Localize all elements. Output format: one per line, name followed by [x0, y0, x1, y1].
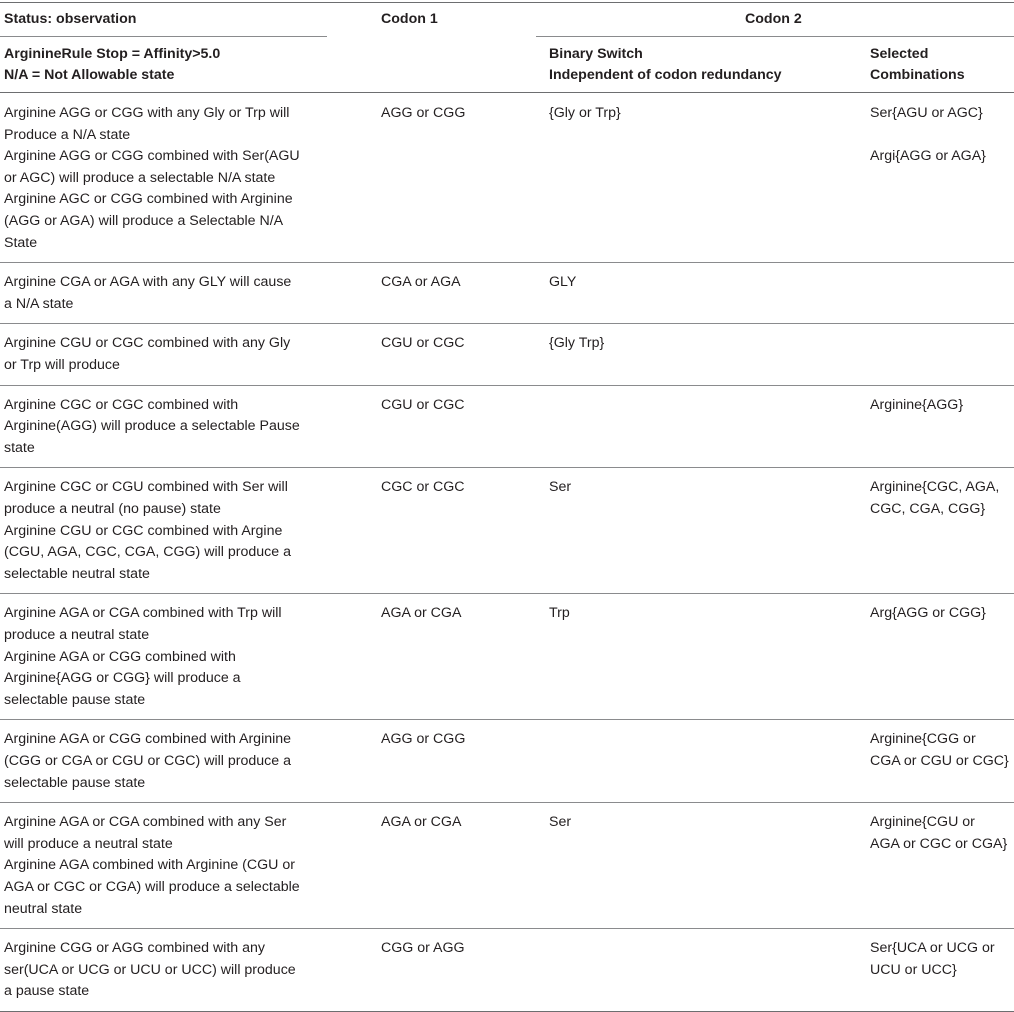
row-separator [0, 928, 1014, 929]
observation-text: produce a neutral (no pause) state [4, 501, 221, 517]
header-divider-codon2 [536, 36, 1014, 37]
observation-text: Arginine CGU or CGC combined with Argine [4, 522, 283, 539]
codon1-value: CGU or CGC [381, 396, 465, 413]
observation-text: Arginine{AGG or CGG} will produce a [4, 670, 241, 687]
header-codon1: Codon 1 [381, 11, 438, 27]
row-separator [0, 802, 1014, 803]
observation-text: Arginine CGU or CGC combined with any Gly [4, 335, 291, 352]
observation-text: Arginine CGC or CGU combined with Ser will [4, 479, 288, 496]
observation-text: Arginine(AGG) will produce a selectable Pause [4, 418, 300, 435]
codon1-value: AGG or CGG [381, 731, 466, 748]
selected-combination-value: Arginine{AGG} [870, 396, 964, 413]
binary-switch-value: Trp [549, 605, 570, 622]
observation-text: Arginine AGG or CGG combined with Ser(AGU [4, 148, 300, 165]
binary-switch-value: Ser [549, 814, 572, 831]
header-status: Status: observation [4, 11, 137, 27]
row-separator [0, 385, 1014, 386]
observation-text: Arginine AGA or CGA combined with any Ser [4, 814, 287, 831]
selected-combination-value: Arginine{CGC, AGA, [870, 479, 1000, 496]
row-separator [0, 323, 1014, 324]
observation-text: State [4, 234, 38, 251]
selected-combination-value: UCU or UCC} [870, 961, 957, 978]
selected-combination-value: AGA or CGC or CGA} [870, 835, 1008, 852]
observation-text: Arginine AGC or CGG combined with Arginine [4, 191, 293, 208]
observation-text: produce a neutral state [4, 627, 150, 643]
observation-text: Arginine AGA or CGG combined with [4, 648, 236, 665]
header-binary-line1: Binary Switch [549, 46, 643, 62]
observation-text: Arginine CGC or CGC combined with [4, 396, 239, 413]
observation-text: Arginine CGA or AGA with any GLY will cause [4, 274, 292, 291]
observation-text: will produce a neutral state [4, 835, 173, 852]
observation-text: Arginine AGA or CGA combined with Trp will [4, 605, 282, 622]
row-separator [0, 262, 1014, 263]
header-rule-line2: N/A = Not Allowable state [4, 66, 175, 83]
codon1-value: CGA or AGA [381, 274, 461, 291]
observation-text: selectable pause state [4, 774, 146, 791]
header-divider-left [0, 36, 327, 37]
row-separator [0, 719, 1014, 720]
header-binary-line2: Independent of codon redundancy [549, 66, 782, 83]
observation-text: Produce a N/A state [4, 126, 131, 143]
table-top-rule [0, 2, 1014, 3]
observation-text: (CGU, AGA, CGC, CGA, CGG) will produce a [4, 544, 291, 561]
binary-switch-value: {Gly Trp} [549, 335, 605, 352]
codon1-value: CGU or CGC [381, 335, 465, 352]
codon1-value: AGA or CGA [381, 605, 462, 622]
observation-text: Arginine AGA combined with Arginine (CGU or [4, 857, 295, 874]
observation-text: selectable pause state [4, 691, 146, 708]
codon1-value: CGG or AGG [381, 940, 465, 957]
observation-text: selectable neutral state [4, 565, 150, 582]
selected-combination-value: Arginine{CGG or [870, 731, 976, 748]
observation-text: or AGC) will produce a selectable N/A state [4, 169, 276, 186]
observation-text: a N/A state [4, 295, 74, 312]
observation-text: (AGG or AGA) will produce a Selectable N/A [4, 213, 284, 229]
binary-switch-value: Ser [549, 479, 572, 496]
selected-combination-value: Arginine{CGU or [870, 814, 975, 831]
observation-text: Arginine AGA or CGG combined with Arginine [4, 731, 292, 748]
binary-switch-value: {Gly or Trp} [549, 105, 621, 121]
codon1-value: AGA or CGA [381, 814, 462, 831]
header-codon2: Codon 2 [745, 11, 802, 27]
header-selected-line2: Combinations [870, 66, 965, 83]
observation-text: state [4, 439, 35, 456]
header-bottom-rule [0, 92, 1014, 93]
observation-text: AGA or CGC or CGA) will produce a selectable [4, 879, 300, 895]
selected-combination-value: Ser{AGU or AGC} [870, 105, 983, 121]
selected-combination-value: CGA or CGU or CGC} [870, 753, 1009, 769]
codon1-value: CGC or CGC [381, 479, 465, 496]
observation-text: Arginine CGG or AGG combined with any [4, 940, 266, 957]
row-separator [0, 593, 1014, 594]
observation-text: ser(UCA or UCG or UCU or UCC) will produce [4, 961, 296, 978]
observation-text: Arginine AGG or CGG with any Gly or Trp will [4, 105, 290, 121]
header-rule-line1: ArginineRule Stop = Affinity>5.0 [4, 46, 221, 62]
selected-combination-value: CGC, CGA, CGG} [870, 501, 986, 517]
row-separator [0, 467, 1014, 468]
observation-text: (CGG or CGA or CGU or CGC) will produce a [4, 753, 291, 769]
observation-text: neutral state [4, 900, 83, 917]
codon1-value: AGG or CGG [381, 105, 466, 121]
observation-text: a pause state [4, 983, 90, 1000]
header-selected-line1: Selected [870, 46, 929, 62]
selected-combination-value: Ser{UCA or UCG or [870, 940, 995, 957]
selected-combination-value: Arg{AGG or CGG} [870, 605, 986, 622]
selected-combination-value: Argi{AGG or AGA} [870, 148, 986, 165]
binary-switch-value: GLY [549, 274, 577, 291]
observation-text: or Trp will produce [4, 357, 120, 373]
